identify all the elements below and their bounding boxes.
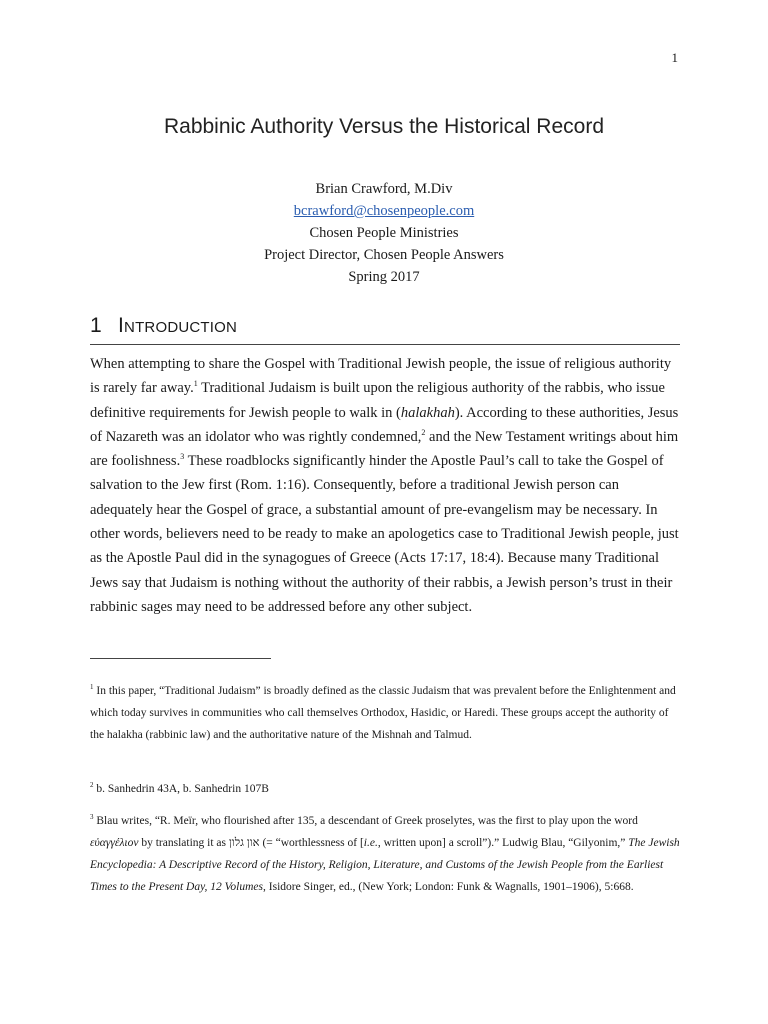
hebrew-word: און גלון bbox=[228, 837, 260, 849]
ie-abbreviation: i.e. bbox=[363, 837, 378, 849]
body-paragraph bbox=[90, 352, 682, 619]
body-text-segment: Traditional Judaism is built upon the religious authority of the rabbis, who issue definitive requirements for Jewish people to walk in ( bbox=[90, 380, 665, 421]
footnote-3 bbox=[90, 810, 680, 898]
footnote-text: Blau writes, “R. Meïr, who flourished after 135, a descendant of Greek proselytes, was the first to play upon the word bbox=[93, 815, 638, 827]
cited-work-title: The Jewish Encyclopedia: A Descriptive Record of the History, Religion, Literature, and Customs of the Jewish People from the Earliest Times to the Present Day, 12 Volumes bbox=[90, 837, 680, 893]
footnote-text: , Isidore Singer, ed., (New York; London: Funk & Wagnalls, 1901–1906), 5:668. bbox=[263, 881, 634, 893]
document-title: Rabbinic Authority Versus the Historical Record bbox=[163, 115, 605, 138]
footnote-marker: 1 bbox=[90, 683, 94, 692]
footnote-1 bbox=[90, 680, 680, 746]
section-number: 1 bbox=[90, 314, 102, 337]
author-name: Brian Crawford, M.Div bbox=[315, 181, 453, 197]
body-text-segment: and the New Testament writings about him are foolishness. bbox=[90, 428, 679, 470]
halakhah-term: halakhah bbox=[400, 404, 455, 421]
section-heading bbox=[90, 314, 680, 345]
author-block bbox=[0, 178, 768, 288]
author-organization: Chosen People Ministries bbox=[309, 225, 459, 241]
author-position: Project Director, Chosen People Answers bbox=[264, 247, 504, 263]
greek-word: εὐαγγέλιον bbox=[90, 837, 139, 849]
footnote-marker: 2 bbox=[90, 781, 94, 790]
page-number: 1 bbox=[671, 50, 678, 65]
footnote-2 bbox=[90, 778, 680, 800]
author-date: Spring 2017 bbox=[348, 269, 420, 285]
author-email-link[interactable]: bcrawford@chosenpeople.com bbox=[293, 203, 475, 219]
footnote-text: In this paper, “Traditional Judaism” is broadly defined as the classic Judaism that was prevalent before the Enlightenment and which today survives in communities who call themselves Orthodox, Hasidic, or Haredi. These groups accept the authority of the halakha (rabbinic law) and the authoritative nature of the Mishnah and Talmud. bbox=[90, 685, 676, 741]
body-text-segment: When attempting to share the Gospel with Traditional Jewish people, the issue of religious authority is rarely far away. bbox=[90, 356, 672, 397]
footnote-ref-1[interactable]: 1 bbox=[193, 379, 198, 389]
footnote-text: by translating it as bbox=[138, 837, 229, 849]
footnote-text: b. Sanhedrin 43A, b. Sanhedrin 107B bbox=[93, 783, 269, 795]
body-text-segment: These roadblocks significantly hinder the Apostle Paul’s call to take the Gospel of salvation to the Jew first (Rom. 1:16). Consequently, before a traditional Jewish person can adequately hear the Gospel of grace, a substantial amount of pre-evangelism may be necessary. In other words, believers need to be ready to make an apologetics case to Traditional Jewish people, just as the Apostle Paul did in the synagogues of Greece (Acts 17:17, 18:4). Because many Traditional Jews say that Judaism is nothing without the authority of their rabbis, a Jewish person’s trust in their rabbinic sages may need to be addressed before any other subject. bbox=[90, 453, 679, 615]
footnote-ref-2[interactable]: 2 bbox=[421, 428, 426, 438]
section-title: Introduction bbox=[118, 314, 238, 337]
footnote-text: , written upon] a scroll”).” Ludwig Blau, “Gilyonim,” bbox=[377, 837, 629, 849]
footnote-marker: 3 bbox=[90, 813, 94, 822]
footnote-separator bbox=[90, 658, 271, 659]
footnote-ref-3[interactable]: 3 bbox=[180, 452, 185, 462]
body-text-segment: ). According to these authorities, Jesus of Nazareth was an idolator who was rightly condemned, bbox=[90, 404, 679, 445]
footnote-text: (= “worthlessness of [ bbox=[259, 837, 364, 849]
